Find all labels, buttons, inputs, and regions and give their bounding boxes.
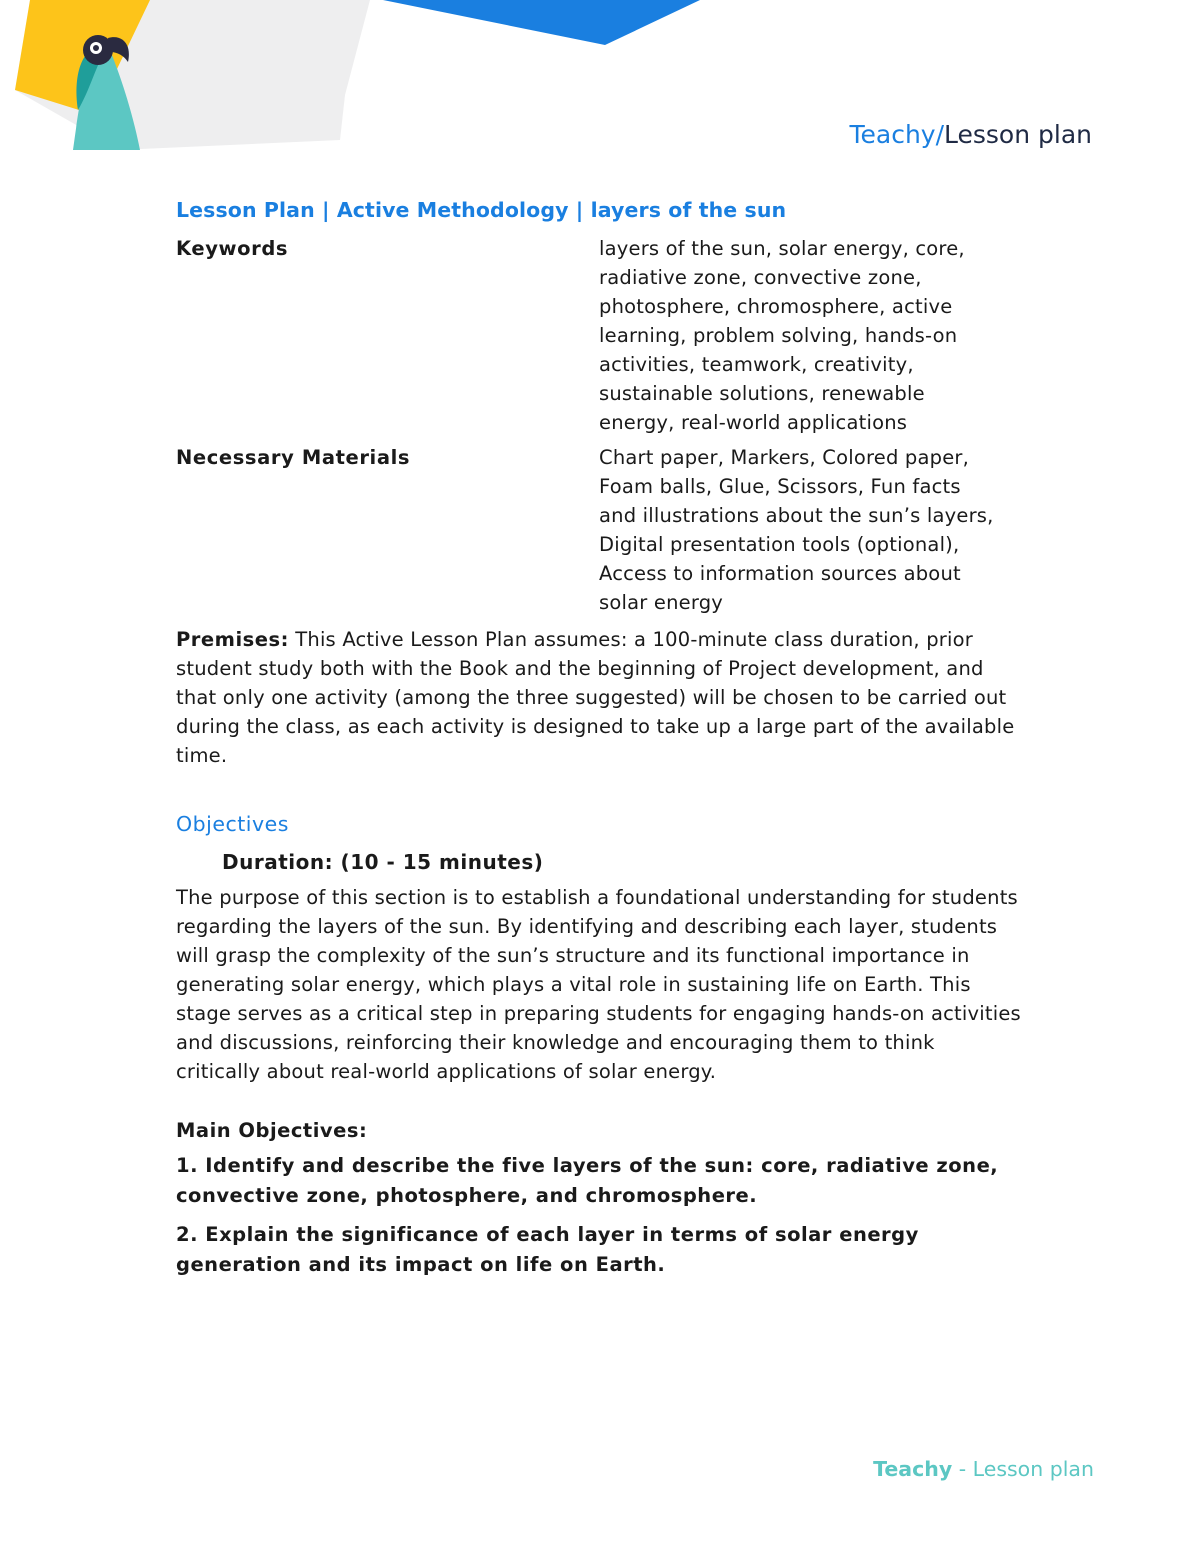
premises-paragraph <box>176 625 1021 770</box>
keywords-label: Keywords <box>176 237 289 260</box>
objective-item-1: 1. Identify and describe the five layers of the sun: core, radiative zone, convective zone, photosphere, and chromosphere. <box>176 1154 999 1207</box>
brand-prefix: Teachy/ <box>849 120 944 149</box>
footer-separator: - <box>952 1457 973 1481</box>
header-decoration <box>0 0 720 160</box>
footer-brand-name: Teachy <box>873 1457 953 1481</box>
purpose-paragraph: The purpose of this section is to establish a foundational understanding for students regarding the layers of the sun. By identifying and describing each layer, students will grasp the complexity of the sun’s structure and its functional importance in generating solar energy, which plays a vital role in sustaining life on Earth. This stage serves as a critical step in preparing students for engaging hands-on activities and discussions, reinforcing their knowledge and encouraging them to think critically about real-world applications of solar energy. <box>176 886 1021 1083</box>
footer-label: Lesson plan <box>972 1457 1094 1481</box>
premises-label: Premises: <box>176 628 289 651</box>
footer-brand <box>873 1457 1094 1481</box>
brand-header <box>849 120 1092 149</box>
document-title: Lesson Plan | Active Methodology | layers of the sun <box>176 198 787 222</box>
materials-row <box>176 443 1021 617</box>
premises-text: This Active Lesson Plan assumes: a 100-minute class duration, prior student study both with the Book and the beginning of Project development, and that only one activity (among the three suggested) will be chosen to be carried out during the class, as each activity is designed to take up a large part of the available time. <box>176 628 1015 767</box>
objectives-title: Objectives <box>176 812 289 836</box>
blue-shape <box>383 0 700 45</box>
duration-label: Duration: (10 - 15 minutes) <box>222 850 544 874</box>
objective-item-2: 2. Explain the significance of each layer in terms of solar energy generation and its impact on life on Earth. <box>176 1223 919 1276</box>
document-body <box>176 198 1021 1289</box>
brand-suffix: Lesson plan <box>944 120 1092 149</box>
materials-value: Chart paper, Markers, Colored paper, Foam balls, Glue, Scissors, Fun facts and illustrations about the sun’s layers, Digital presentation tools (optional), Access to information sources about solar energy <box>599 446 994 614</box>
main-objectives-label: Main Objectives: <box>176 1119 368 1142</box>
keywords-row <box>176 234 1021 437</box>
materials-label: Necessary Materials <box>176 446 411 469</box>
keywords-value: layers of the sun, solar energy, core, radiative zone, convective zone, photosphere, chromosphere, active learning, problem solving, hands-on activities, teamwork, creativity, sustainable solutions, renewable energy, real-world applications <box>599 237 965 434</box>
